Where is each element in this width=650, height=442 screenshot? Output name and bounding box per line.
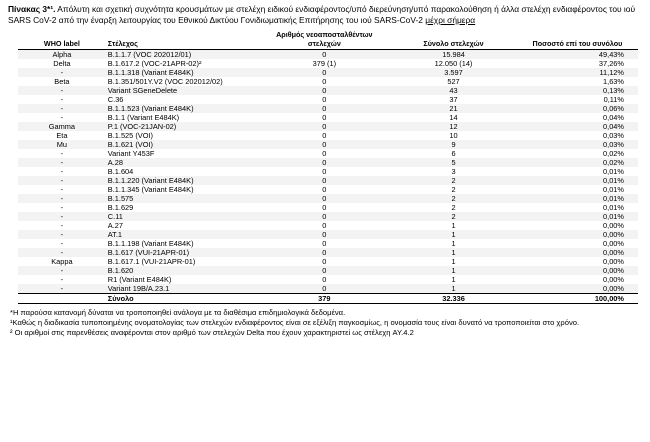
table-row: [18, 140, 638, 149]
cell-pct: 0,00%: [603, 257, 624, 266]
cell-pct: 0,00%: [603, 239, 624, 248]
cell-who: -: [60, 185, 64, 194]
cell-new: 0: [322, 203, 327, 212]
cell-new: 0: [322, 113, 327, 122]
cell-total: 1: [451, 221, 456, 230]
table-row: [18, 230, 638, 239]
table-row: [18, 221, 638, 230]
caption-label: Πίνακας 3*¹.: [8, 4, 56, 14]
cell-strain: B.1.629: [107, 203, 134, 212]
cell-strain: B.1.1.220 (Variant E484K): [106, 176, 259, 185]
cell-total: 21: [390, 104, 517, 113]
table-row: [18, 194, 638, 203]
cell-strain: B.1.621 (VOI): [106, 140, 259, 149]
cell-new: 0: [322, 77, 327, 86]
table-row: [18, 77, 638, 86]
cell-new: 0: [322, 221, 327, 230]
cell-strain: AT.1: [106, 230, 259, 239]
cell-pct: 0,01%: [517, 176, 638, 185]
table-caption: [8, 4, 642, 26]
table-row: [18, 266, 638, 275]
cell-strain: P.1 (VOC-21JAN-02): [106, 122, 259, 131]
cell-pct: 0,01%: [603, 185, 624, 194]
cell-total: 12: [390, 122, 517, 131]
table-row: [18, 50, 638, 60]
cell-who: Beta: [54, 77, 70, 86]
cell-strain: A.27: [107, 221, 124, 230]
cell-total: 1: [390, 284, 517, 294]
cell-total: 2: [451, 203, 456, 212]
cell-pct: 0,03%: [603, 131, 624, 140]
total-cell-total: 32.336: [390, 294, 517, 304]
cell-who: -: [18, 230, 106, 239]
table-row: [18, 122, 638, 131]
cell-pct: 0,11%: [603, 95, 624, 104]
cell-who: -: [60, 113, 64, 122]
cell-who: Kappa: [51, 257, 73, 266]
cell-total: 1: [451, 257, 456, 266]
cell-who: -: [18, 68, 106, 77]
total-cell-who: [18, 294, 106, 304]
cell-pct: 1,63%: [603, 77, 624, 86]
header-total-strains: Σύνολο στελεχών: [390, 29, 517, 50]
cell-pct: 0,00%: [603, 275, 624, 284]
table-row: [18, 68, 638, 77]
cell-who: -: [18, 86, 106, 95]
cell-pct: 0,06%: [517, 104, 638, 113]
cell-new: 379 (1): [312, 59, 337, 68]
caption-tail: μέχρι σήμερα: [425, 15, 476, 25]
cell-new: 0: [259, 212, 391, 221]
table-row: [18, 113, 638, 122]
cell-strain: Variant 19B/A.23.1: [106, 284, 259, 294]
table-row: [18, 275, 638, 284]
cell-pct: 0,01%: [603, 203, 624, 212]
table-row: [18, 176, 638, 185]
table-row: [18, 86, 638, 95]
cell-who: -: [60, 221, 64, 230]
total-cell-pct: 100,00%: [517, 294, 638, 304]
cell-pct: 0,01%: [517, 212, 638, 221]
total-row: [18, 294, 638, 304]
cell-new: 0: [322, 185, 327, 194]
cell-total: 2: [390, 176, 517, 185]
cell-who: -: [18, 176, 106, 185]
cell-strain: B.1.525 (VOI): [107, 131, 153, 140]
cell-pct: 0,02%: [517, 158, 638, 167]
cell-pct: 37,26%: [598, 59, 624, 68]
cell-pct: 0,13%: [517, 86, 638, 95]
cell-total: 15.984: [390, 50, 517, 60]
cell-total: 10: [449, 131, 458, 140]
cell-strain: C.11: [106, 212, 259, 221]
table-body: [18, 50, 638, 304]
cell-total: 9: [390, 140, 517, 149]
cell-pct: 0,00%: [517, 266, 638, 275]
cell-new: 0: [259, 230, 391, 239]
table-row: [18, 131, 638, 140]
cell-new: 0: [259, 68, 391, 77]
cell-total: 2: [451, 185, 456, 194]
cell-strain: B.1.1.523 (Variant E484K): [106, 104, 259, 113]
cell-pct: 0,04%: [603, 113, 624, 122]
cell-pct: 0,00%: [517, 230, 638, 239]
cell-total: 12.050 (14): [434, 59, 473, 68]
cell-who: -: [18, 248, 106, 257]
cell-new: 0: [259, 158, 391, 167]
cell-pct: 0,00%: [517, 284, 638, 294]
cell-new: 0: [322, 239, 327, 248]
cell-who: -: [18, 212, 106, 221]
cell-new: 0: [259, 50, 391, 60]
cell-total: 3.597: [390, 68, 517, 77]
cell-pct: 49,43%: [517, 50, 638, 60]
cell-strain: B.1.1.198 (Variant E484K): [107, 239, 194, 248]
cell-who: -: [18, 104, 106, 113]
cell-strain: B.1.604: [107, 167, 134, 176]
cell-pct: 11,12%: [517, 68, 638, 77]
cell-new: 0: [259, 176, 391, 185]
cell-strain: B.1.1 (Variant E484K): [107, 113, 180, 122]
cell-total: 1: [390, 248, 517, 257]
cell-who: Mu: [18, 140, 106, 149]
cell-total: 1: [390, 266, 517, 275]
cell-strain: B.1.1.318 (Variant E484K): [106, 68, 259, 77]
cell-strain: B.1.617 (VUI-21APR-01): [106, 248, 259, 257]
cell-who: -: [60, 203, 64, 212]
cell-new: 0: [322, 95, 327, 104]
table-row: [18, 95, 638, 104]
cell-total: 6: [451, 149, 456, 158]
cell-new: 0: [259, 122, 391, 131]
footnote: ¹Καθώς η διαδικασία τυποποιημένης ονοματολογίας των στελεχών ενδιαφέροντος είναι σε εξέλιξη παγκοσμίως, η ονομασία τους είναι δυνατό να τροποποιείται στο χρόνο.: [10, 318, 580, 327]
cell-total: 1: [390, 230, 517, 239]
cell-who: -: [18, 194, 106, 203]
cell-who: -: [18, 284, 106, 294]
cell-new: 0: [322, 131, 327, 140]
cell-pct: 0,01%: [603, 167, 624, 176]
table-row: [18, 158, 638, 167]
footnotes: [10, 308, 610, 338]
cell-who: -: [60, 239, 64, 248]
footnote: ² Οι αριθμοί στις παρενθέσεις αναφέρονται στον αριθμό των στελεχών Delta που έχουν χαρακτηριστεί ως στέλεχη AY.4.2: [10, 328, 414, 337]
cell-new: 0: [259, 140, 391, 149]
cell-strain: B.1.351/501Y.V2 (VOC 202012/02): [107, 77, 223, 86]
table-row: [18, 284, 638, 294]
cell-who: Delta: [53, 59, 71, 68]
cell-who: Alpha: [18, 50, 106, 60]
cell-new: 0: [259, 248, 391, 257]
total-cell-new: 379: [259, 294, 391, 304]
cell-who: -: [60, 167, 64, 176]
cell-strain: R1 (Variant E484K): [107, 275, 172, 284]
cell-strain: Variant Y453F: [107, 149, 155, 158]
cell-strain: C.36: [107, 95, 124, 104]
cell-strain: B.1.617.1 (VUI-21APR-01): [107, 257, 196, 266]
cell-new: 0: [259, 266, 391, 275]
cell-total: 1: [451, 239, 456, 248]
table-row: [18, 59, 638, 68]
header-who-label: WHO label: [18, 29, 106, 50]
table-row: [18, 149, 638, 158]
cell-new: 0: [259, 86, 391, 95]
cell-who: -: [18, 266, 106, 275]
cell-total: 527: [447, 77, 460, 86]
table-row: [18, 257, 638, 266]
cell-total: 5: [390, 158, 517, 167]
cell-new: 0: [322, 275, 327, 284]
cell-pct: 0,02%: [603, 149, 624, 158]
cell-pct: 0,04%: [517, 122, 638, 131]
cell-strain: B.1.620: [106, 266, 259, 275]
table-row: [18, 248, 638, 257]
cell-pct: 0,03%: [517, 140, 638, 149]
caption-text: Απόλυτη και σχετική συχνότητα κρουσμάτων με στελέχη ειδικού ενδιαφέροντος/υπό διερεύνηση/υπό παρακολούθηση ή άλλα στελέχη ενδιαφέροντος του ιού SARS CoV-2 από την έναρξη λειτουργίας του Εθνικού Δικτύου Γονιδιωματικής Επιτήρησης του ιού SARS-CoV-2: [8, 4, 636, 25]
cell-new: 0: [259, 104, 391, 113]
cell-strain: A.28: [106, 158, 259, 167]
cell-new: 0: [322, 167, 327, 176]
footnote: *Η παρούσα κατανομή δύναται να τροποποιηθεί ανάλογα με τα διαθέσιμα επιδημιολογικά δεδομένα.: [10, 308, 346, 317]
cell-who: Eta: [56, 131, 68, 140]
cell-new: 0: [322, 149, 327, 158]
cell-who: -: [60, 149, 64, 158]
table-row: [18, 185, 638, 194]
cell-who: Gamma: [18, 122, 106, 131]
header-new-strains: Αριθμός νεοαποσταλθέντων στελεχών: [259, 29, 391, 50]
cell-total: 43: [390, 86, 517, 95]
cell-who: -: [18, 158, 106, 167]
header-strain: Στέλεχος: [106, 29, 259, 50]
cell-total: 1: [451, 275, 456, 284]
cell-pct: 0,01%: [517, 194, 638, 203]
cell-strain: B.1.1.7 (VOC 202012/01): [106, 50, 259, 60]
cell-strain: B.1.617.2 (VOC-21APR-02)²: [107, 59, 202, 68]
table-row: [18, 104, 638, 113]
table-row: [18, 203, 638, 212]
cell-new: 0: [259, 284, 391, 294]
cell-pct: 0,00%: [603, 221, 624, 230]
cell-total: 14: [449, 113, 458, 122]
table-header-row: [18, 29, 638, 50]
table-row: [18, 239, 638, 248]
cell-total: 37: [449, 95, 458, 104]
cell-who: -: [60, 95, 64, 104]
cell-total: 2: [390, 194, 517, 203]
header-percentage: Ποσοστό επί του συνόλου: [517, 29, 638, 50]
table-row: [18, 167, 638, 176]
total-cell-strain: Σύνολο: [106, 294, 259, 304]
cell-strain: B.1.575: [106, 194, 259, 203]
strains-table: [18, 29, 638, 304]
cell-who: -: [60, 275, 64, 284]
cell-new: 0: [322, 257, 327, 266]
cell-pct: 0,00%: [517, 248, 638, 257]
cell-strain: B.1.1.345 (Variant E484K): [107, 185, 194, 194]
cell-strain: Variant SGeneDelete: [106, 86, 259, 95]
cell-total: 3: [451, 167, 456, 176]
cell-new: 0: [259, 194, 391, 203]
cell-total: 2: [390, 212, 517, 221]
table-row: [18, 212, 638, 221]
